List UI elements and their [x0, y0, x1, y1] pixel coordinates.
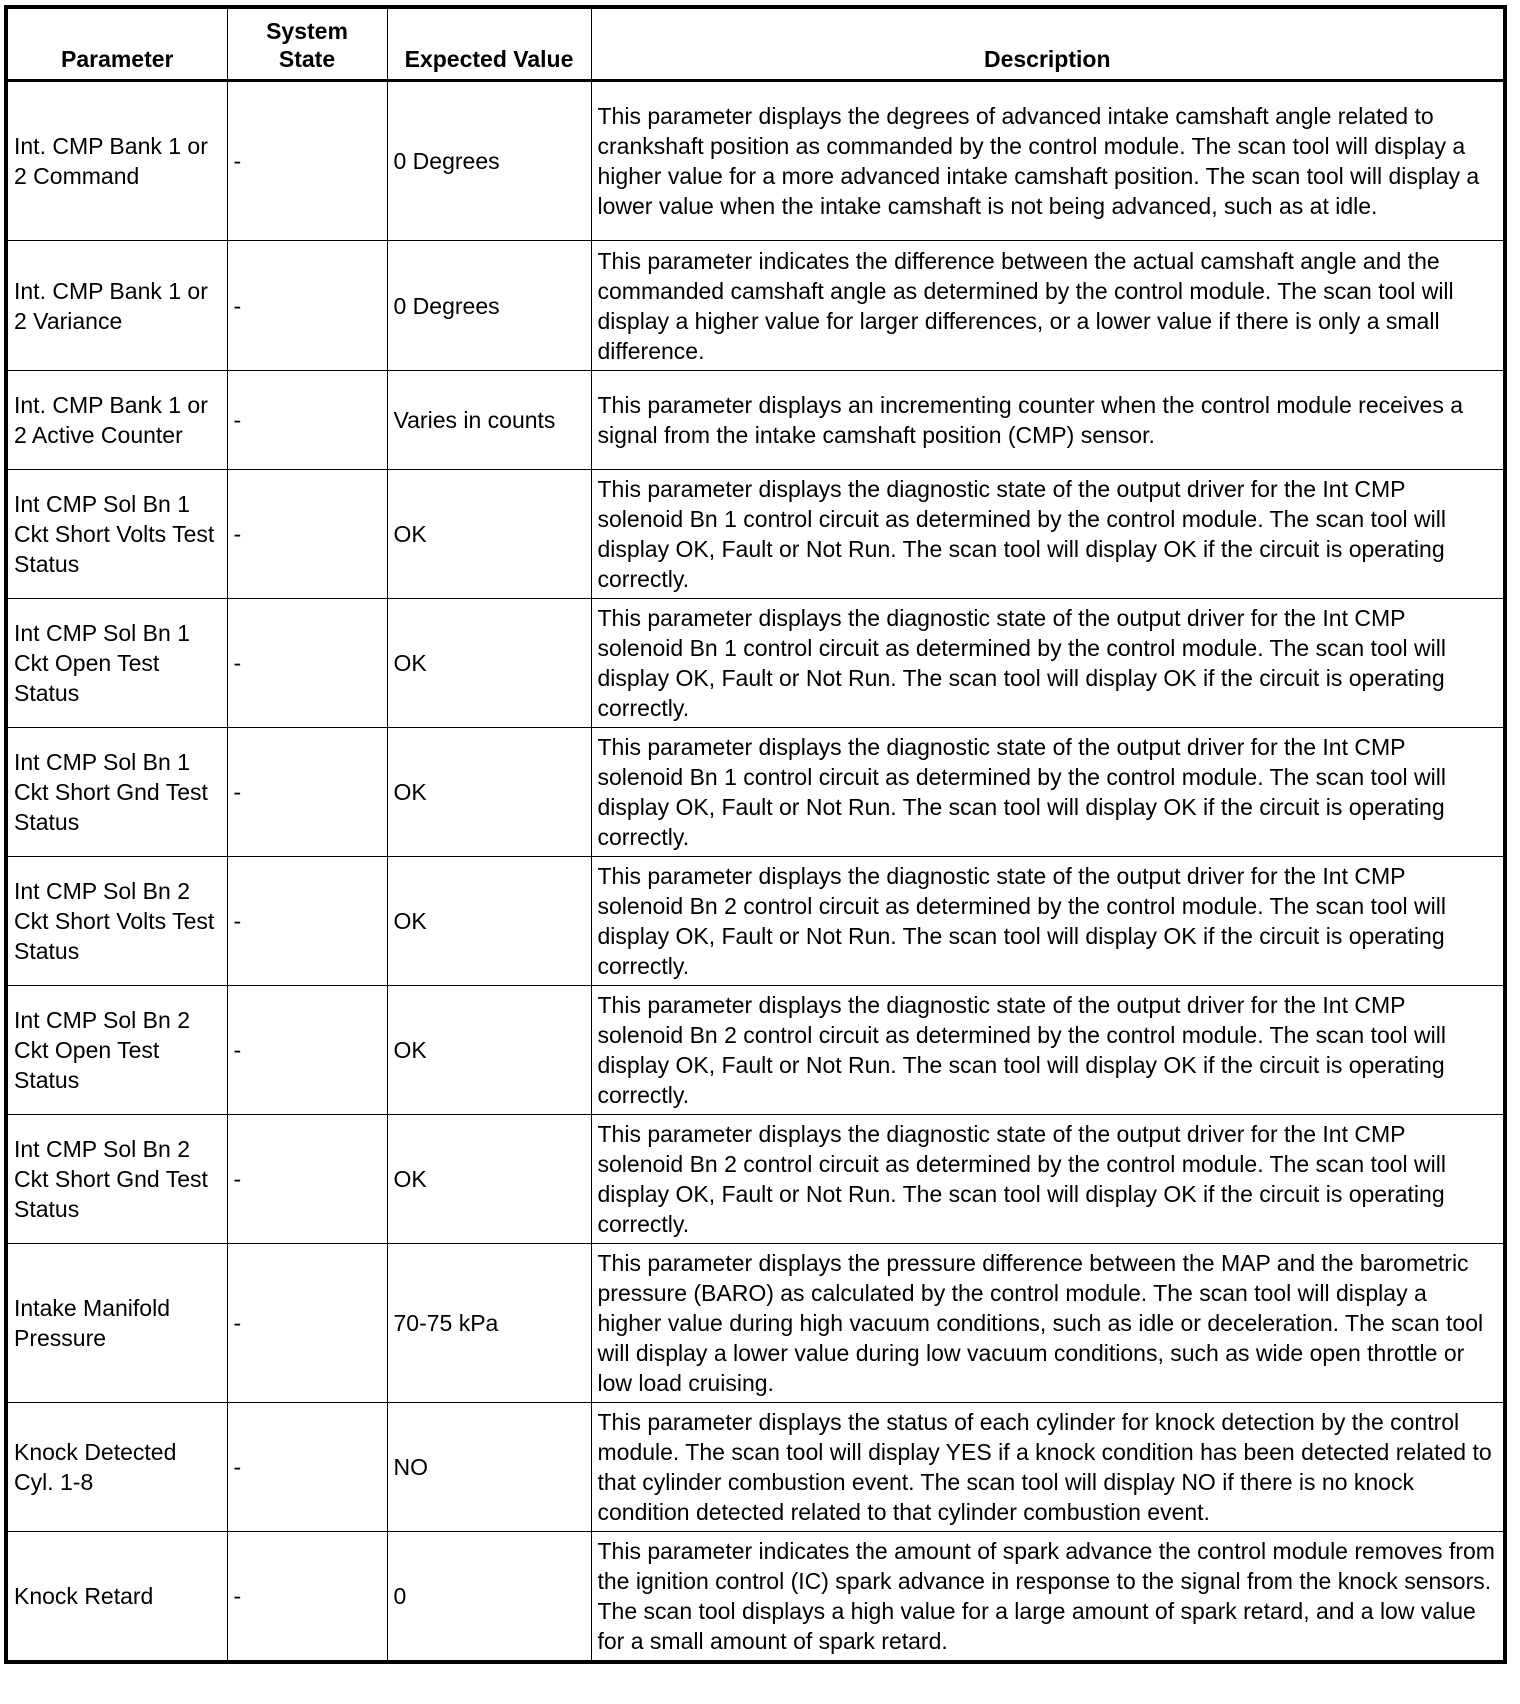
parameter-cell: Int CMP Sol Bn 2 Ckt Open Test Status: [6, 986, 227, 1115]
system-state-cell: -: [227, 986, 387, 1115]
system-state-cell: -: [227, 371, 387, 470]
parameter-cell: Int. CMP Bank 1 or 2 Active Counter: [6, 371, 227, 470]
system-state-cell: -: [227, 728, 387, 857]
table-row: [6, 81, 1505, 241]
header-parameter: Parameter: [6, 7, 227, 81]
header-system-state: [227, 7, 387, 81]
description-cell: This parameter displays an incrementing counter when the control module receives a signal from the intake camshaft position (CMP) sensor.: [591, 371, 1505, 470]
header-description: Description: [591, 7, 1505, 81]
system-state-cell: -: [227, 857, 387, 986]
system-state-cell: -: [227, 1115, 387, 1244]
parameter-cell: Int. CMP Bank 1 or 2 Variance: [6, 241, 227, 371]
system-state-cell: -: [227, 599, 387, 728]
expected-value-cell: 0: [387, 1532, 591, 1663]
table-row: [6, 241, 1505, 371]
header-system-state-label: System State: [266, 18, 348, 72]
header-expected-value: Expected Value: [387, 7, 591, 81]
expected-value-cell: OK: [387, 599, 591, 728]
description-cell: This parameter displays the diagnostic state of the output driver for the Int CMP solenoid Bn 2 control circuit as determined by the control module. The scan tool will display OK, Fault or Not Run. The scan tool will display OK if the circuit is operating correctly.: [591, 857, 1505, 986]
parameter-cell: Int CMP Sol Bn 1 Ckt Short Volts Test Status: [6, 470, 227, 599]
expected-value-cell: 0 Degrees: [387, 241, 591, 371]
table-row: [6, 1115, 1505, 1244]
parameter-cell: Int CMP Sol Bn 1 Ckt Open Test Status: [6, 599, 227, 728]
parameter-cell: Knock Retard: [6, 1532, 227, 1663]
expected-value-cell: OK: [387, 470, 591, 599]
expected-value-cell: OK: [387, 857, 591, 986]
description-cell: This parameter displays the diagnostic state of the output driver for the Int CMP solenoid Bn 1 control circuit as determined by the control module. The scan tool will display OK, Fault or Not Run. The scan tool will display OK if the circuit is operating correctly.: [591, 599, 1505, 728]
expected-value-cell: NO: [387, 1403, 591, 1532]
system-state-cell: -: [227, 1532, 387, 1663]
expected-value-cell: OK: [387, 728, 591, 857]
description-cell: This parameter displays the diagnostic state of the output driver for the Int CMP solenoid Bn 2 control circuit as determined by the control module. The scan tool will display OK, Fault or Not Run. The scan tool will display OK if the circuit is operating correctly.: [591, 1115, 1505, 1244]
table-row: [6, 857, 1505, 986]
table-row: [6, 371, 1505, 470]
parameter-cell: Int. CMP Bank 1 or 2 Command: [6, 81, 227, 241]
expected-value-cell: Varies in counts: [387, 371, 591, 470]
table-row: [6, 1244, 1505, 1403]
description-cell: This parameter displays the pressure difference between the MAP and the barometric pressure (BARO) as calculated by the control module. The scan tool will display a higher value during high vacuum conditions, such as idle or deceleration. The scan tool will display a lower value during low vacuum conditions, such as wide open throttle or low load cruising.: [591, 1244, 1505, 1403]
system-state-cell: -: [227, 1244, 387, 1403]
description-cell: This parameter displays the diagnostic state of the output driver for the Int CMP solenoid Bn 1 control circuit as determined by the control module. The scan tool will display OK, Fault or Not Run. The scan tool will display OK if the circuit is operating correctly.: [591, 728, 1505, 857]
parameter-cell: Int CMP Sol Bn 2 Ckt Short Gnd Test Status: [6, 1115, 227, 1244]
header-row: [6, 7, 1505, 81]
table-row: [6, 986, 1505, 1115]
expected-value-cell: 0 Degrees: [387, 81, 591, 241]
table-row: [6, 728, 1505, 857]
expected-value-cell: OK: [387, 1115, 591, 1244]
table-row: [6, 470, 1505, 599]
description-cell: This parameter indicates the difference between the actual camshaft angle and the commanded camshaft angle as determined by the control module. The scan tool will display a higher value for larger differences, or a lower value if there is only a small difference.: [591, 241, 1505, 371]
table-row: [6, 1532, 1505, 1663]
description-cell: This parameter displays the diagnostic state of the output driver for the Int CMP solenoid Bn 2 control circuit as determined by the control module. The scan tool will display OK, Fault or Not Run. The scan tool will display OK if the circuit is operating correctly.: [591, 986, 1505, 1115]
parameter-cell: Int CMP Sol Bn 2 Ckt Short Volts Test Status: [6, 857, 227, 986]
parameter-cell: Int CMP Sol Bn 1 Ckt Short Gnd Test Status: [6, 728, 227, 857]
table-row: [6, 599, 1505, 728]
system-state-cell: -: [227, 1403, 387, 1532]
description-cell: This parameter displays the degrees of advanced intake camshaft angle related to crankshaft position as commanded by the control module. The scan tool will display a higher value for a more advanced intake camshaft position. The scan tool will display a lower value when the intake camshaft is not being advanced, such as at idle.: [591, 81, 1505, 241]
expected-value-cell: 70-75 kPa: [387, 1244, 591, 1403]
description-cell: This parameter displays the diagnostic state of the output driver for the Int CMP solenoid Bn 1 control circuit as determined by the control module. The scan tool will display OK, Fault or Not Run. The scan tool will display OK if the circuit is operating correctly.: [591, 470, 1505, 599]
system-state-cell: -: [227, 81, 387, 241]
system-state-cell: -: [227, 241, 387, 371]
expected-value-cell: OK: [387, 986, 591, 1115]
description-cell: This parameter displays the status of each cylinder for knock detection by the control module. The scan tool will display YES if a knock condition has been detected related to that cylinder combustion event. The scan tool will display NO if there is no knock condition detected related to that cylinder combustion event.: [591, 1403, 1505, 1532]
parameter-cell: Intake Manifold Pressure: [6, 1244, 227, 1403]
table-row: [6, 1403, 1505, 1532]
scan-tool-parameter-table: [4, 5, 1507, 1664]
parameter-cell: Knock Detected Cyl. 1-8: [6, 1403, 227, 1532]
description-cell: This parameter indicates the amount of spark advance the control module removes from the ignition control (IC) spark advance in response to the signal from the knock sensors. The scan tool displays a high value for a large amount of spark retard, and a low value for a small amount of spark retard.: [591, 1532, 1505, 1663]
system-state-cell: -: [227, 470, 387, 599]
